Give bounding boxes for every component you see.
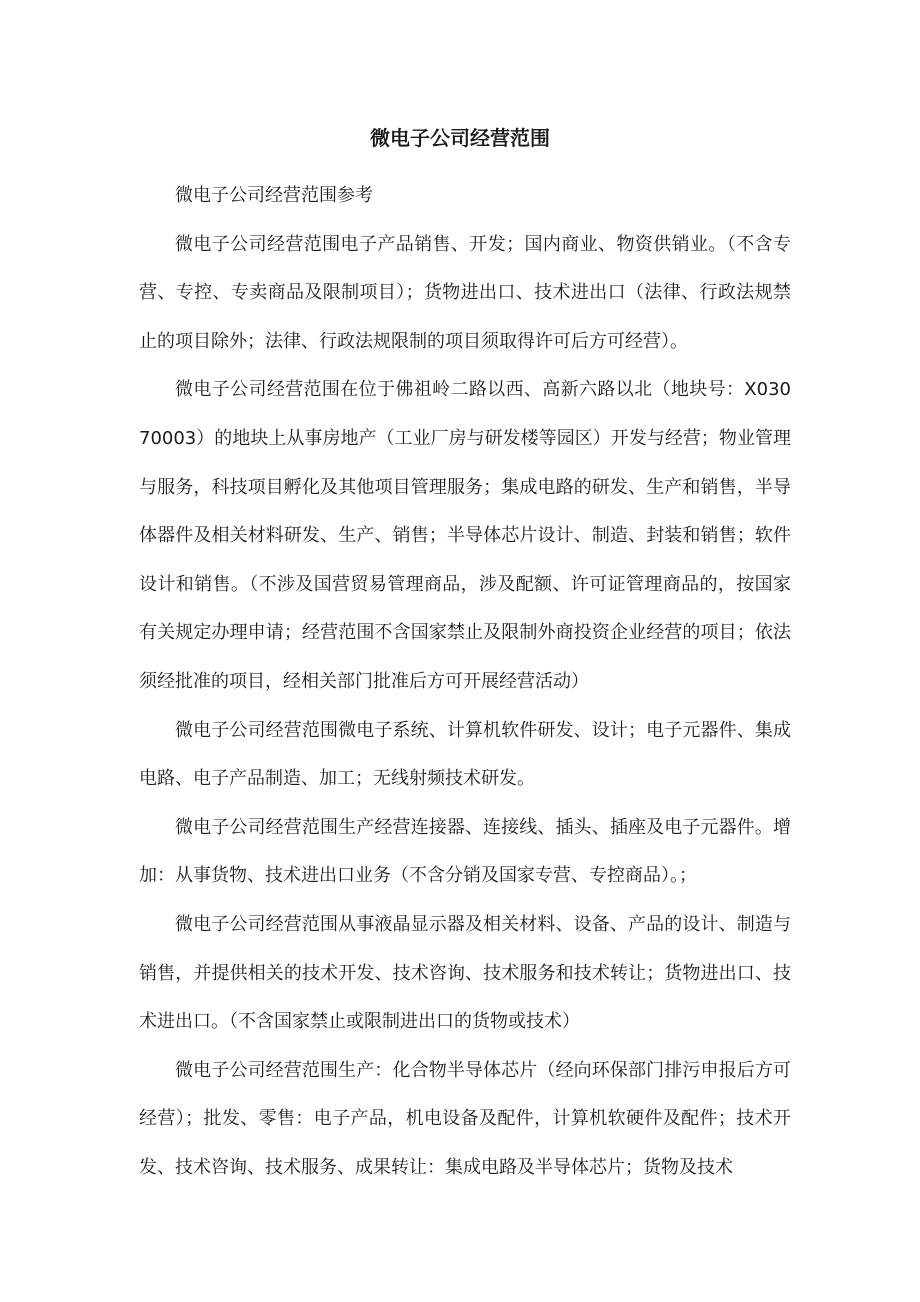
paragraph-scope-2: 微电子公司经营范围在位于佛祖岭二路以西、高新六路以北（地块号：X03070003）的地块上从事房地产（工业厂房与研发楼等园区）开发与经营；物业管理与服务，科技项目孵化及其他项目管理服务；集成电路的研发、生产和销售，半导体器件及相关材料研发、生产、销售；半导体芯片设计、制造、封装和销售；软件设计和销售。（不涉及国营贸易管理商品，涉及配额、许可证管理商品的，按国家有关规定办理申请；经营范围不含国家禁止及限制外商投资企业经营的项目；依法须经批准的项目，经相关部门批准后方可开展经营活动） bbox=[139, 379, 791, 692]
paragraph-scope-4: 微电子公司经营范围生产经营连接器、连接线、插头、插座及电子元器件。增加：从事货物、技术进出口业务（不含分销及国家专营、专控商品）。； bbox=[139, 816, 791, 887]
paragraph-reference: 微电子公司经营范围参考 bbox=[175, 185, 373, 206]
paragraph-scope-3: 微电子公司经营范围微电子系统、计算机软件研发、设计；电子元器件、集成电路、电子产品制造、加工；无线射频技术研发。 bbox=[139, 719, 791, 790]
paragraph-scope-6: 微电子公司经营范围生产：化合物半导体芯片（经向环保部门排污申报后方可经营）；批发、零售：电子产品，机电设备及配件，计算机软硬件及配件；技术开发、技术咨询、技术服务、成果转让：集成电路及半导体芯片；货物及技术 bbox=[139, 1059, 791, 1178]
paragraph-scope-5: 微电子公司经营范围从事液晶显示器及相关材料、设备、产品的设计、制造与销售，并提供相关的技术开发、技术咨询、技术服务和技术转让；货物进出口、技术进出口。（不含国家禁止或限制进出口的货物或技术） bbox=[139, 913, 791, 1033]
document-title: 微电子公司经营范围 bbox=[370, 126, 550, 150]
paragraph-scope-1: 微电子公司经营范围电子产品销售、开发；国内商业、物资供销业。（不含专营、专控、专卖商品及限制项目）；货物进出口、技术进出口（法律、行政法规禁止的项目除外；法律、行政法规限制的项目须取得许可后方可经营）。 bbox=[139, 233, 791, 352]
document-body bbox=[139, 172, 791, 1192]
